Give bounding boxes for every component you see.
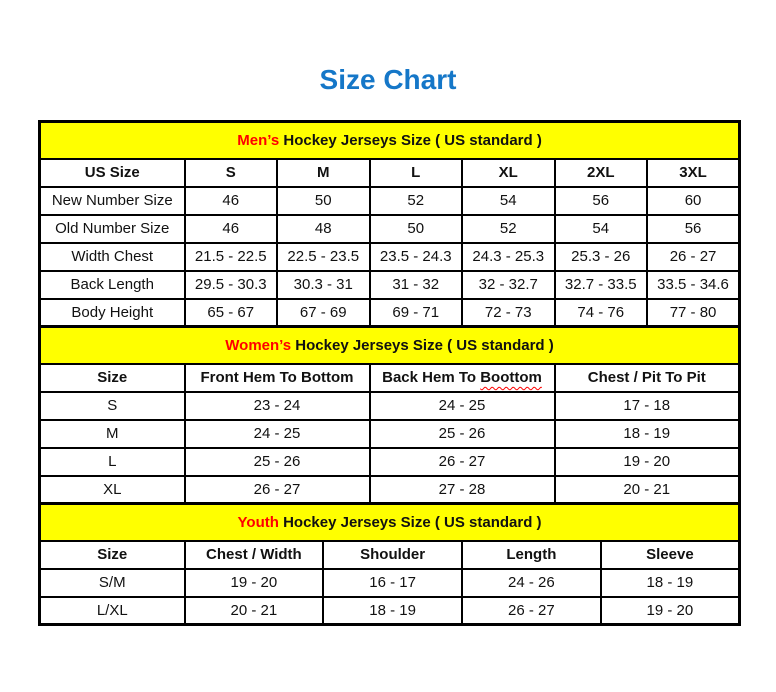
column-header: US Size (40, 159, 185, 187)
mens-banner-accent: Men’s (237, 131, 280, 149)
table-cell: 77 - 80 (647, 299, 740, 327)
table-cell: 72 - 73 (462, 299, 555, 327)
row-label: Back Length (40, 271, 185, 299)
table-cell: 32 - 32.7 (462, 271, 555, 299)
row-label: XL (40, 476, 185, 504)
table-cell: 19 - 20 (185, 569, 324, 597)
row-label: Body Height (40, 299, 185, 327)
table-row (40, 476, 740, 504)
table-cell: 22.5 - 23.5 (277, 243, 370, 271)
table-row (40, 243, 740, 271)
mens-banner-row (40, 122, 740, 159)
table-cell: 21.5 - 22.5 (185, 243, 278, 271)
youth-banner-row (40, 504, 740, 541)
womens-banner-row (40, 327, 740, 364)
row-label: S (40, 392, 185, 420)
table-cell: 30.3 - 31 (277, 271, 370, 299)
table-row (40, 392, 740, 420)
table-cell: 18 - 19 (323, 597, 462, 625)
table-cell: 69 - 71 (370, 299, 463, 327)
table-cell: 20 - 21 (185, 597, 324, 625)
column-header: 3XL (647, 159, 740, 187)
column-header: Shoulder (323, 541, 462, 569)
womens-banner-text: Hockey Jerseys Size ( US standard ) (291, 336, 554, 354)
mens-section-banner (40, 122, 740, 159)
womens-banner-accent: Women’s (225, 336, 292, 354)
table-cell: 56 (555, 187, 648, 215)
youth-size-table (38, 502, 741, 626)
youth-banner-accent: Youth (237, 513, 279, 531)
column-header: Size (40, 364, 185, 392)
table-cell: 24.3 - 25.3 (462, 243, 555, 271)
table-cell: 18 - 19 (555, 420, 740, 448)
column-header: Sleeve (601, 541, 740, 569)
table-row (40, 271, 740, 299)
row-label: Old Number Size (40, 215, 185, 243)
table-cell: 29.5 - 30.3 (185, 271, 278, 299)
column-header: S (185, 159, 278, 187)
table-row (40, 597, 740, 625)
table-cell: 17 - 18 (555, 392, 740, 420)
page-title: Size Chart (319, 64, 457, 95)
column-header: Length (462, 541, 601, 569)
table-cell: 25.3 - 26 (555, 243, 648, 271)
womens-section-banner (40, 327, 740, 364)
table-cell: 52 (370, 187, 463, 215)
mens-header-row (40, 159, 740, 187)
table-cell: 26 - 27 (647, 243, 740, 271)
table-cell: 56 (647, 215, 740, 243)
table-cell: 24 - 25 (185, 420, 370, 448)
size-chart-container (38, 120, 738, 626)
table-cell: 48 (277, 215, 370, 243)
table-cell: 60 (647, 187, 740, 215)
table-cell: 25 - 26 (370, 420, 555, 448)
table-cell: 23 - 24 (185, 392, 370, 420)
row-label: Width Chest (40, 243, 185, 271)
column-header: 2XL (555, 159, 648, 187)
table-cell: 16 - 17 (323, 569, 462, 597)
youth-header-row (40, 541, 740, 569)
table-cell: 19 - 20 (601, 597, 740, 625)
mens-size-table (38, 120, 741, 328)
table-row (40, 420, 740, 448)
column-header: L (370, 159, 463, 187)
table-row (40, 187, 740, 215)
table-cell: 54 (462, 187, 555, 215)
row-label: S/M (40, 569, 185, 597)
table-cell: 65 - 67 (185, 299, 278, 327)
column-header-text: Back Hem To (382, 369, 481, 386)
column-header: Chest / Width (185, 541, 324, 569)
table-cell: 24 - 25 (370, 392, 555, 420)
table-row (40, 215, 740, 243)
womens-size-table (38, 325, 741, 505)
column-header: Front Hem To Bottom (185, 364, 370, 392)
table-row (40, 448, 740, 476)
table-cell: 50 (277, 187, 370, 215)
row-label: L (40, 448, 185, 476)
mens-banner-text: Hockey Jerseys Size ( US standard ) (279, 131, 542, 149)
table-cell: 46 (185, 187, 278, 215)
row-label: L/XL (40, 597, 185, 625)
column-header: Chest / Pit To Pit (555, 364, 740, 392)
table-cell: 46 (185, 215, 278, 243)
table-cell: 26 - 27 (185, 476, 370, 504)
womens-header-row (40, 364, 740, 392)
table-row (40, 299, 740, 327)
table-cell: 67 - 69 (277, 299, 370, 327)
table-cell: 20 - 21 (555, 476, 740, 504)
misspelled-word: Boottom (480, 369, 542, 386)
table-cell: 50 (370, 215, 463, 243)
column-header: XL (462, 159, 555, 187)
table-cell: 26 - 27 (370, 448, 555, 476)
table-cell: 31 - 32 (370, 271, 463, 299)
column-header (370, 364, 555, 392)
table-cell: 26 - 27 (462, 597, 601, 625)
table-row (40, 569, 740, 597)
table-cell: 33.5 - 34.6 (647, 271, 740, 299)
table-cell: 23.5 - 24.3 (370, 243, 463, 271)
table-cell: 27 - 28 (370, 476, 555, 504)
table-cell: 24 - 26 (462, 569, 601, 597)
youth-section-banner (40, 504, 740, 541)
youth-banner-text: Hockey Jerseys Size ( US standard ) (278, 513, 542, 531)
table-cell: 18 - 19 (601, 569, 740, 597)
table-cell: 25 - 26 (185, 448, 370, 476)
row-label: New Number Size (40, 187, 185, 215)
row-label: M (40, 420, 185, 448)
table-cell: 32.7 - 33.5 (555, 271, 648, 299)
column-header: M (277, 159, 370, 187)
table-cell: 54 (555, 215, 648, 243)
table-cell: 52 (462, 215, 555, 243)
table-cell: 74 - 76 (555, 299, 648, 327)
column-header: Size (40, 541, 185, 569)
table-cell: 19 - 20 (555, 448, 740, 476)
